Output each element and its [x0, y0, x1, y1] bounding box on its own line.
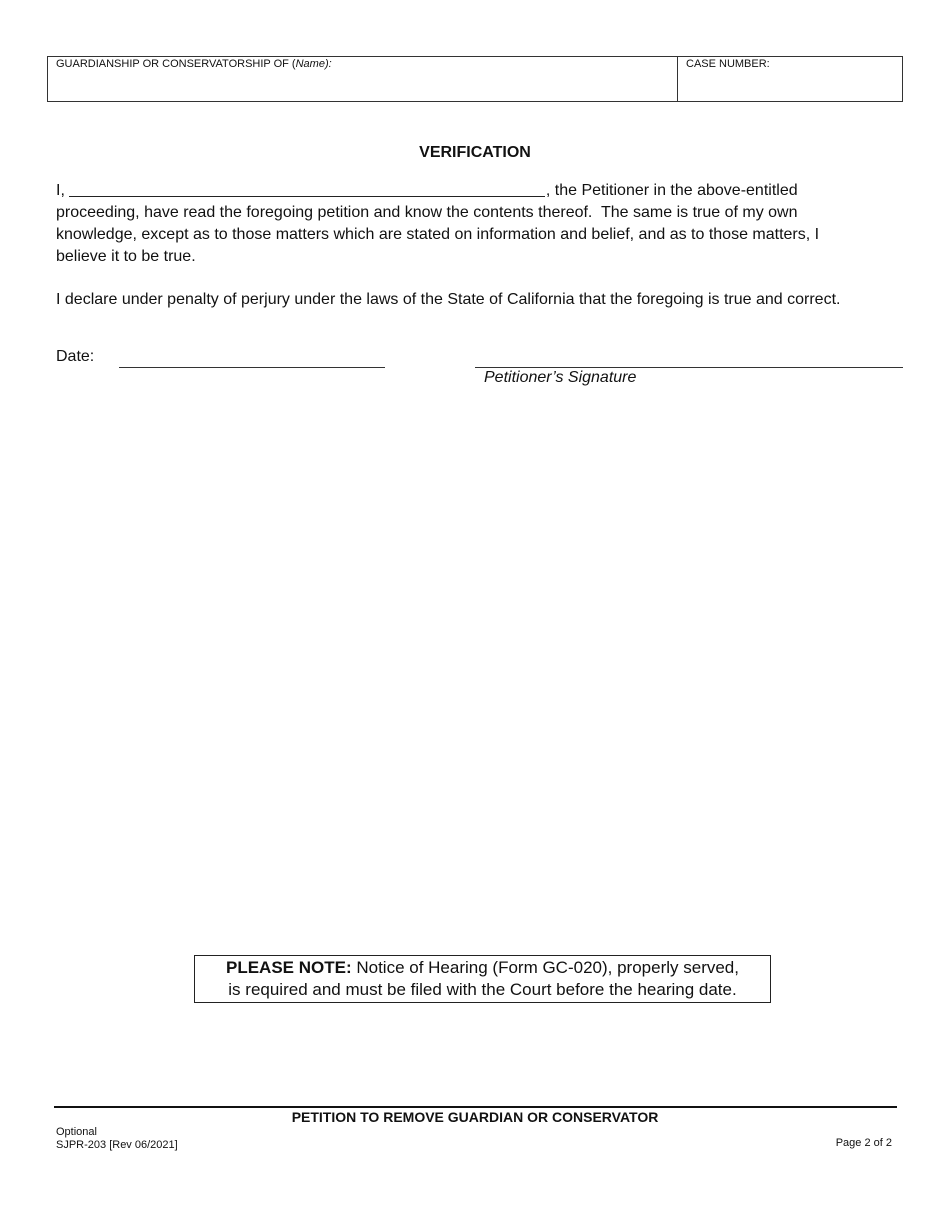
- verification-prefix: I,: [56, 182, 65, 199]
- verification-suffix: , the Petitioner in the above-entitled: [545, 182, 798, 199]
- case-number-label: CASE NUMBER:: [686, 58, 770, 70]
- caption-header: [47, 56, 903, 102]
- note-line-1-text: Notice of Hearing (Form GC-020), properly served,: [351, 958, 739, 977]
- guardianship-name-label: GUARDIANSHIP OR CONSERVATORSHIP OF (: [56, 58, 296, 70]
- verification-line-2: proceeding, have read the foregoing petition and know the contents thereof. The same is true of my own: [56, 204, 798, 221]
- date-field[interactable]: [119, 367, 385, 368]
- verification-paragraph: [56, 180, 906, 268]
- note-line-2: is required and must be filed with the Court before the hearing date.: [228, 980, 737, 999]
- verification-line-4: believe it to be true.: [56, 248, 196, 265]
- declaration-text: I declare under penalty of perjury under the laws of the State of California that the foregoing is true and correct.: [56, 291, 841, 308]
- verification-title: VERIFICATION: [419, 144, 531, 161]
- page-number: Page 2 of 2: [835, 1137, 892, 1149]
- signature-label: Petitioner’s Signature: [484, 369, 637, 386]
- guardianship-name-label-italic: Name):: [295, 58, 332, 70]
- note-bold-label: PLEASE NOTE:: [226, 958, 352, 977]
- form-number: SJPR-203 [Rev 06/2021]: [56, 1139, 178, 1151]
- optional-label: Optional: [56, 1126, 97, 1138]
- date-label: Date:: [56, 348, 95, 365]
- verification-line-1: [56, 180, 906, 202]
- verification-line-3: knowledge, except as to those matters which are stated on information and belief, and as to those matters, I: [56, 226, 820, 243]
- note-line-1: [195, 957, 770, 979]
- form-title: PETITION TO REMOVE GUARDIAN OR CONSERVATOR: [291, 1109, 659, 1125]
- guardianship-name-field[interactable]: [48, 57, 678, 101]
- form-info: [56, 1126, 178, 1152]
- petitioner-name-blank[interactable]: [69, 182, 545, 197]
- please-note-box: [194, 955, 771, 1003]
- case-number-field[interactable]: [678, 57, 902, 101]
